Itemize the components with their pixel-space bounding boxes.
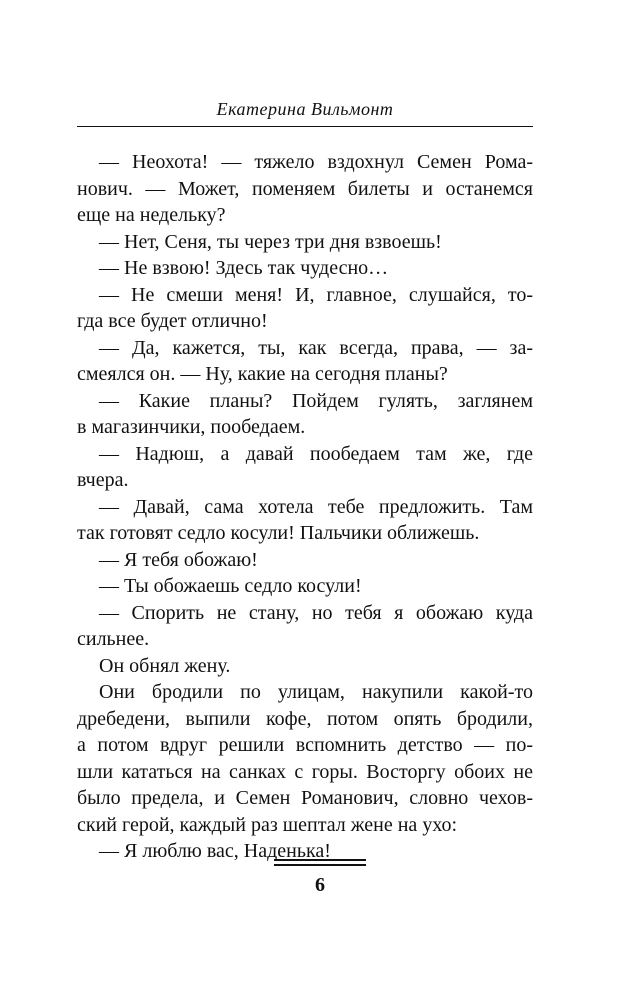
- text-line: Они бродили по улицам, накупили какой-то: [99, 681, 533, 703]
- text-line: ский герой, каждый раз шептал жене на ухо:: [77, 813, 458, 836]
- text-line: гда все будет отлично!: [77, 310, 268, 332]
- text-line: смеялся он. — Ну, какие на сегодня планы?: [77, 363, 448, 385]
- text-line: — Я тебя обожаю!: [99, 548, 258, 571]
- text-line: — Да, кажется, ты, как всегда, права, — за-: [99, 336, 533, 359]
- text-line: — Спорить не стану, но тебя я обожаю куда: [99, 601, 533, 624]
- text-line: в магазинчики, пообедаем.: [77, 416, 306, 438]
- text-line: шли кататься на санках с горы. Восторгу обоих не: [77, 760, 533, 783]
- text-line: — Ты обожаешь седло косули!: [99, 575, 362, 597]
- text-line: было предела, и Семен Романович, словно чехов-: [77, 787, 533, 809]
- footer-divider-top: [274, 859, 366, 861]
- text-line: — Давай, сама хотела тебе предложить. Там: [99, 495, 533, 518]
- header-divider: [77, 126, 533, 127]
- text-line: Он обнял жену.: [99, 654, 231, 677]
- text-line: — Нет, Сеня, ты через три дня взвоешь!: [99, 230, 442, 253]
- text-line: — Какие планы? Пойдем гулять, заглянем: [99, 389, 533, 412]
- text-line: — Я люблю вас, Наденька!: [99, 840, 331, 862]
- page-number: 6: [315, 874, 325, 896]
- text-line: дребедени, выпили кофе, потом опять бродили,: [77, 707, 533, 730]
- text-line: — Не взвою! Здесь так чудесно…: [99, 257, 389, 279]
- text-line: — Надюш, а давай пообедаем там же, где: [99, 442, 533, 465]
- text-line: нович. — Может, поменяем билеты и останемся: [77, 177, 533, 200]
- text-line: — Неохота! — тяжело вздохнул Семен Рома-: [99, 151, 533, 173]
- text-line: а потом вдруг решили вспомнить детство — по-: [77, 734, 533, 756]
- page-body-text: [77, 149, 533, 865]
- text-line: вчера.: [77, 469, 129, 491]
- text-line: так готовят седло косули! Пальчики оближешь.: [77, 522, 480, 544]
- text-line: еще на недельку?: [77, 204, 226, 226]
- text-line: сильнее.: [77, 628, 150, 650]
- footer-divider-bottom: [274, 864, 366, 866]
- running-header-author: Екатерина Вильмонт: [216, 99, 394, 119]
- text-line: — Не смеши меня! И, главное, слушайся, то-: [99, 283, 533, 306]
